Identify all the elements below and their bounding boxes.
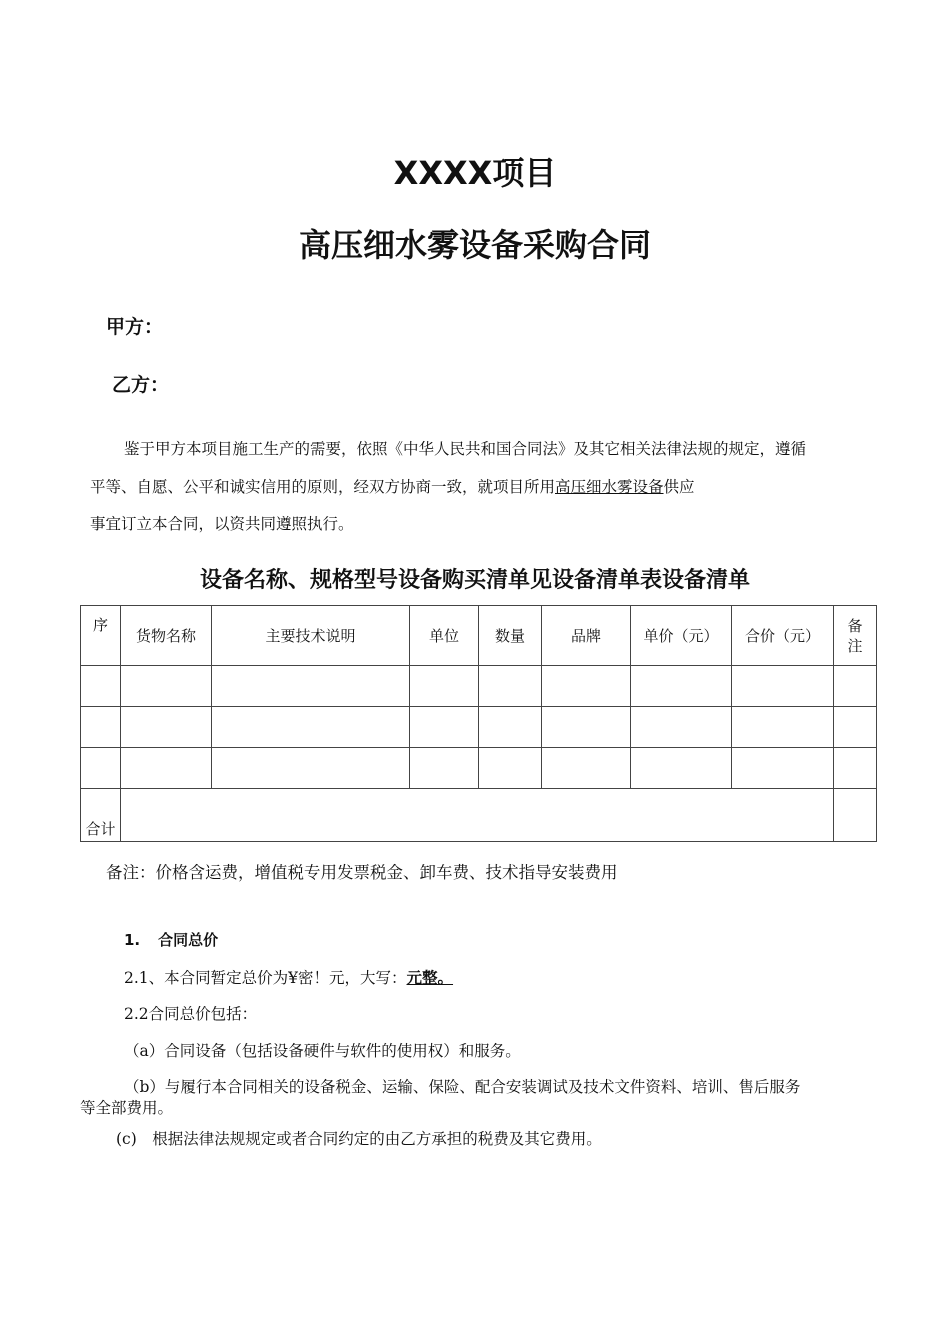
intro-line-2-start: 平等、自愿、公平和诚实信用的原则，经双方协商一致，就项目所用	[90, 478, 556, 496]
clause-2-1	[124, 966, 453, 988]
table-header-row	[81, 606, 877, 666]
equipment-name-underlined: 高压细水雾设备	[555, 478, 664, 496]
total-note-cell	[834, 789, 877, 842]
intro-line-2	[90, 475, 695, 497]
table-row	[81, 707, 877, 748]
intro-line-2-end: 供应	[663, 478, 695, 496]
clause-item-b-line-1: （b）与履行本合同相关的设备税金、运输、保险、配合安装调试及技术文件资料、培训、售后服务	[124, 1078, 801, 1096]
total-value-cell	[121, 789, 834, 842]
section-1-heading	[124, 929, 218, 950]
clause-2-1-amount-words: 元整。	[406, 968, 454, 987]
table-row	[81, 748, 877, 789]
col-header-brand: 品牌	[542, 606, 631, 666]
col-header-unit-price: 单价（元）	[631, 606, 732, 666]
clause-2-1-text: 2.1、本合同暂定总价为¥密！元，大写：	[124, 969, 407, 987]
document-title-contract: 高压细水雾设备采购合同	[298, 226, 651, 264]
price-remark: 备注：价格含运费，增值税专用发票税金、卸车费、技术指导安装费用	[106, 863, 618, 882]
table-total-row	[81, 789, 877, 842]
document-title-project: XXXX项目	[393, 154, 557, 192]
clause-item-a: （a）合同设备（包括设备硬件与软件的使用权）和服务。	[124, 1042, 521, 1060]
col-header-note	[834, 606, 877, 666]
equipment-list-heading: 设备名称、规格型号设备购买清单见设备清单表设备清单	[199, 568, 750, 593]
col-header-note-char-1: 备	[847, 616, 863, 635]
col-header-tech-desc: 主要技术说明	[212, 606, 410, 666]
section-1-number: 1.	[124, 931, 141, 949]
col-header-total-price: 合价（元）	[732, 606, 834, 666]
col-header-note-char-2: 注	[847, 636, 863, 655]
intro-line-1: 鉴于甲方本项目施工生产的需要，依照《中华人民共和国合同法》及其它相关法律法规的规定，遵循	[124, 440, 807, 458]
total-label: 合计	[81, 789, 121, 842]
col-header-goods-name: 货物名称	[121, 606, 212, 666]
section-1-title: 合同总价	[158, 931, 219, 949]
clause-item-c: (c) 根据法律法规规定或者合同约定的由乙方承担的税费及其它费用。	[116, 1130, 602, 1148]
col-header-seq: 序	[81, 606, 121, 666]
intro-line-3: 事宜订立本合同，以资共同遵照执行。	[90, 515, 354, 533]
party-a-label: 甲方：	[106, 316, 164, 338]
clause-2-2: 2.2合同总价包括：	[124, 1005, 258, 1023]
col-header-unit: 单位	[410, 606, 479, 666]
party-b-label: 乙方：	[112, 374, 170, 396]
equipment-table	[80, 605, 877, 842]
clause-item-b-line-2: 等全部费用。	[80, 1099, 174, 1117]
col-header-quantity: 数量	[479, 606, 542, 666]
table-row	[81, 666, 877, 707]
